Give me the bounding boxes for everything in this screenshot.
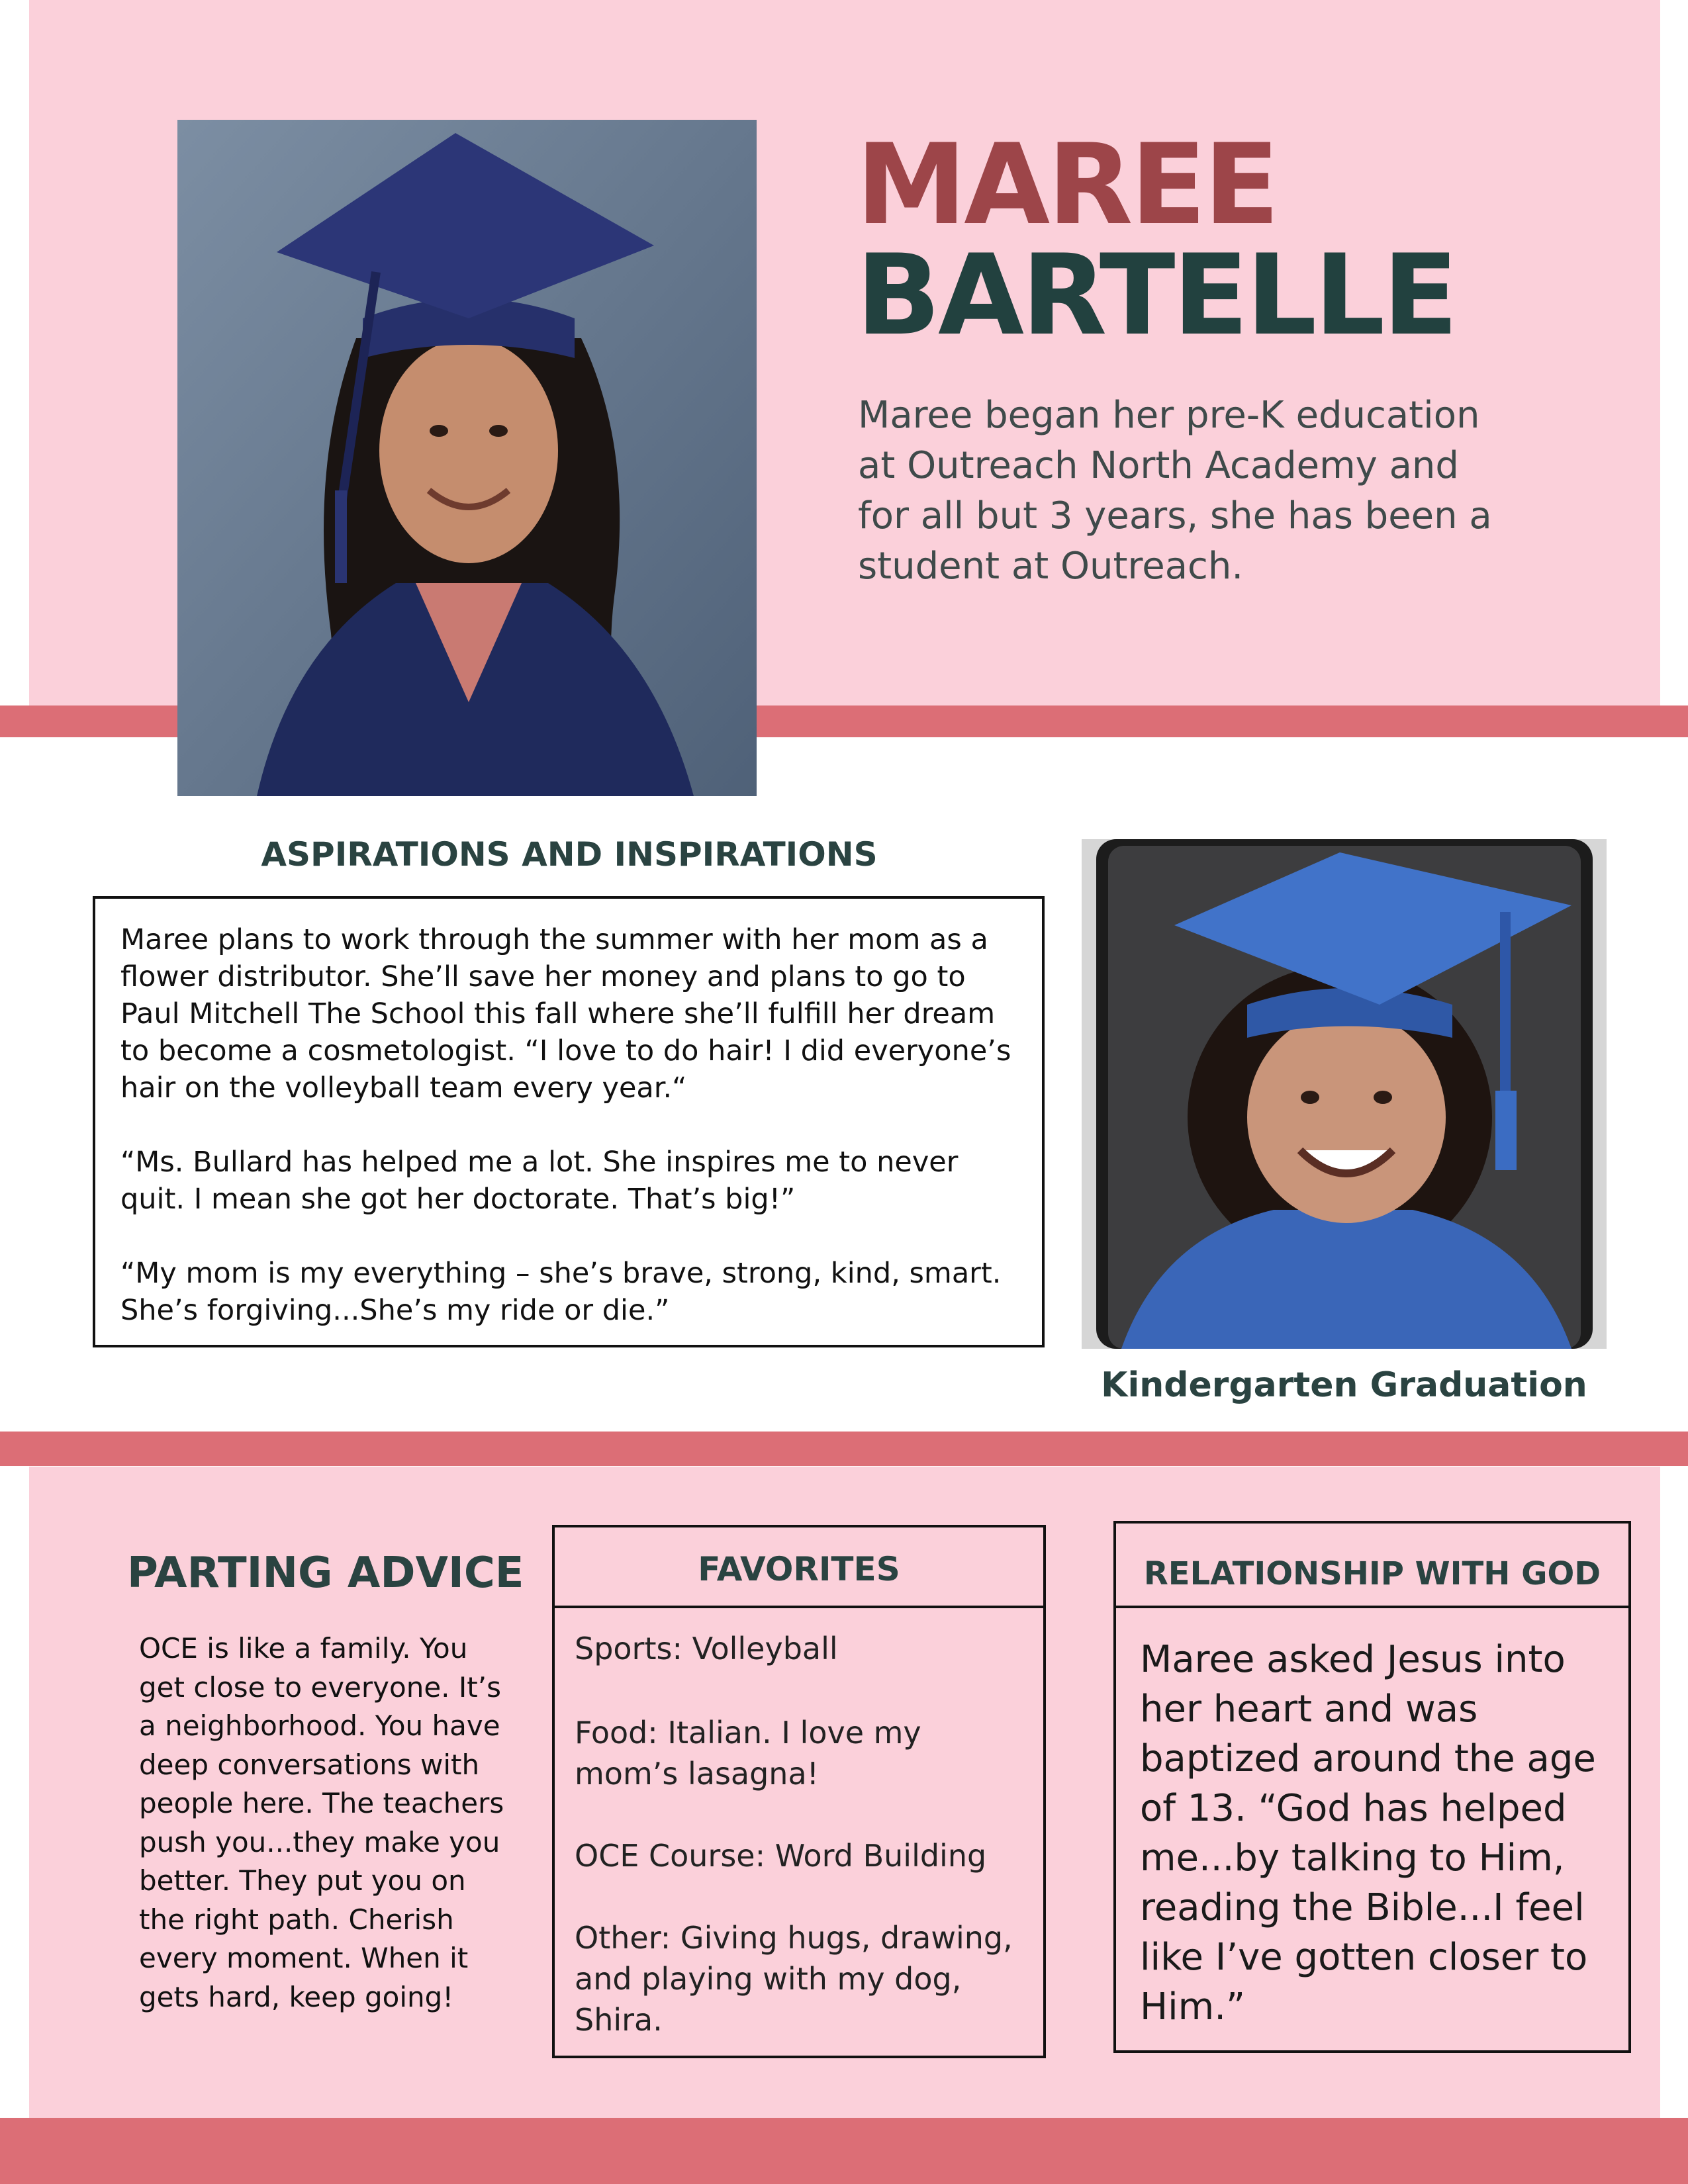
relationship-heading: RELATIONSHIP WITH GOD [1143,1555,1601,1592]
senior-portrait-photo [177,120,757,796]
kindergarten-caption: Kindergarten Graduation [1101,1365,1587,1405]
aspirations-paragraph-2: “Ms. Bullard has helped me a lot. She inspires me to never quit. I mean she got her doctorate. That’s big!” [120,1146,959,1216]
favorite-food: Food: Italian. I love my mom’s lasagna! [575,1715,921,1792]
divider-band-bottom [0,2118,1688,2184]
last-name: BARTELLE [856,230,1456,360]
aspirations-paragraph-1: Maree plans to work through the summer with her mom as a flower distributor. She’ll save her money and plans to go to Paul Mitchell The School this fall where she’ll fulfill her dream to become a cosmetologist. “I love to do hair! I did everyone’s hair on the volleyball team every year.“ [120,923,1011,1105]
aspirations-paragraph-3: “My mom is my everything – she’s brave, strong, kind, smart. She’s forgiving...She’s my ride or die.” [120,1257,1002,1327]
parting-advice-text: OCE is like a family. You get close to everyone. It’s a neighborhood. You have deep conversations with people here. The teachers push you...they make you better. They put you on the right path. Cherish every moment. When it gets hard, keep going! [139,1632,504,2013]
favorite-sports: Sports: Volleyball [575,1631,838,1666]
divider-band-middle [0,1432,1688,1466]
favorites-heading: FAVORITES [698,1550,900,1588]
kindergarten-photo [1082,839,1607,1349]
favorites-divider [552,1606,1046,1608]
first-name: MAREE [856,120,1278,250]
relationship-divider [1113,1606,1631,1608]
intro-paragraph: Maree began her pre-K education at Outreach North Academy and for all but 3 years, she has been a student at Outreach. [858,394,1492,588]
relationship-text: Maree asked Jesus into her heart and was baptized around the age of 13. “God has helped me...by talking to Him, reading the Bible...I feel like I’ve gotten closer to Him.” [1140,1638,1596,2028]
favorite-course: OCE Course: Word Building [575,1838,987,1874]
aspirations-heading: ASPIRATIONS AND INSPIRATIONS [261,835,878,874]
aspirations-box [93,896,1045,1347]
favorite-other: Other: Giving hugs, drawing, and playing with my dog, Shira. [575,1920,1013,2038]
parting-advice-heading: PARTING ADVICE [127,1549,524,1598]
